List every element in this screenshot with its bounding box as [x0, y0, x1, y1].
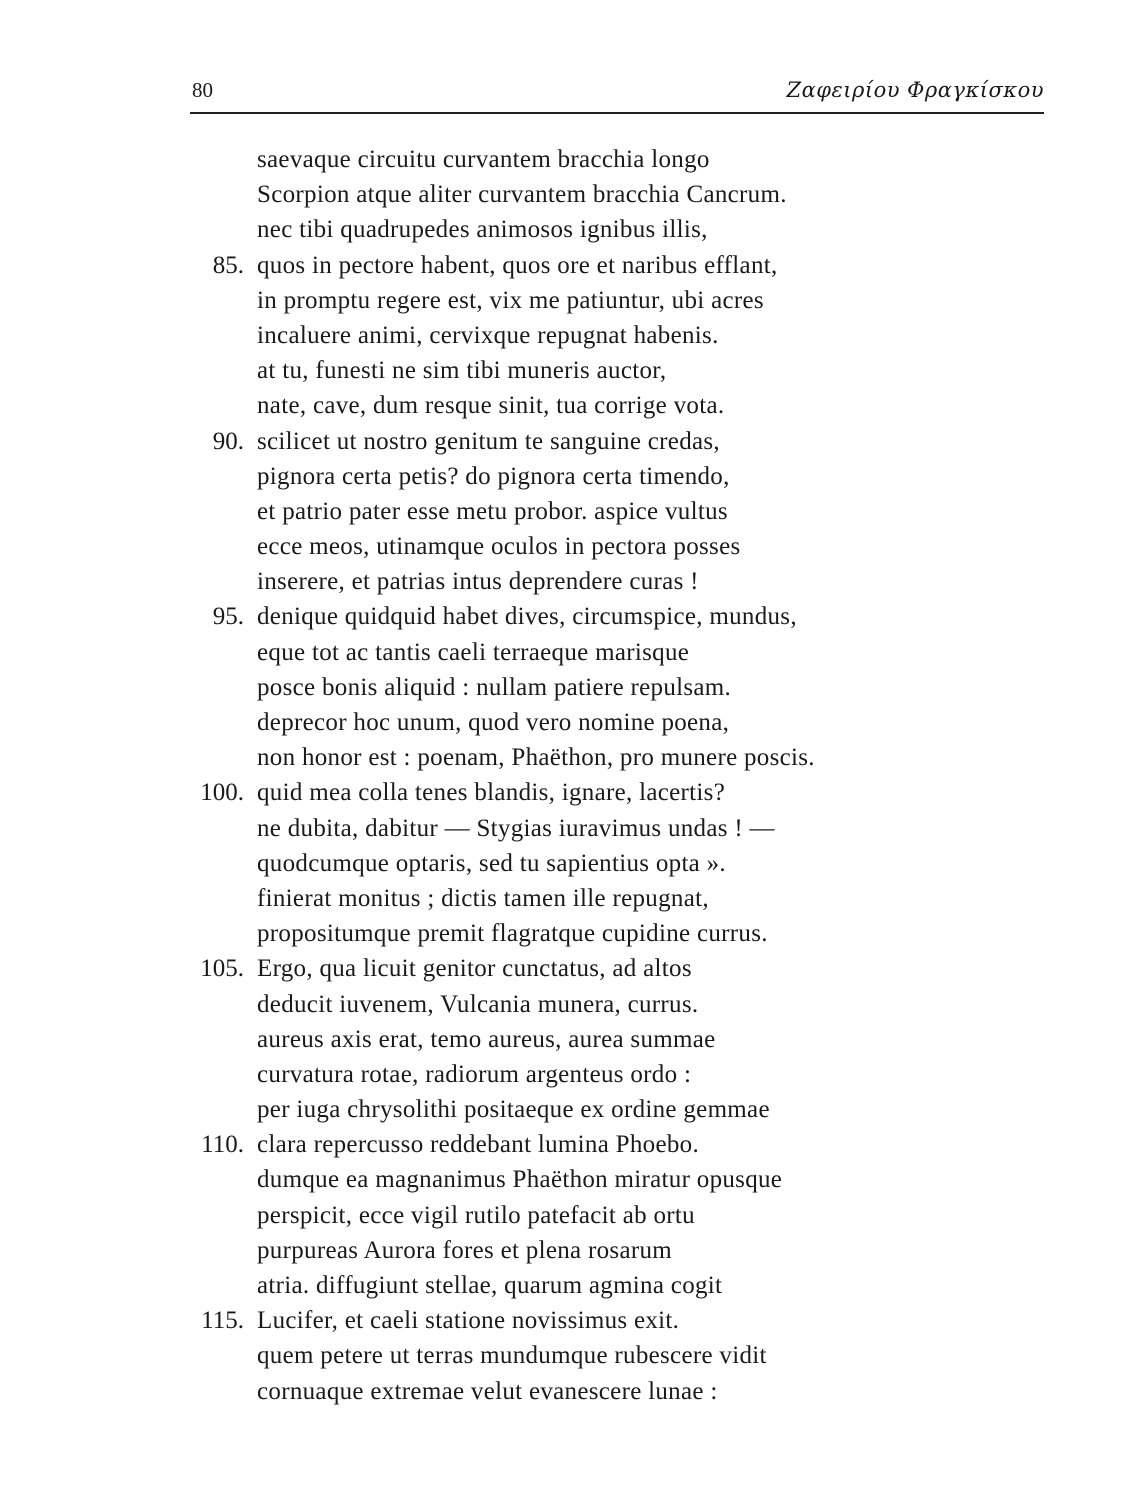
- verse-line: [0, 670, 1122, 705]
- verse-text: Lucifer, et caeli statione novissimus exit.: [257, 1307, 680, 1335]
- verse-line: [0, 353, 1122, 388]
- verse-text: quodcumque optaris, sed tu sapientius opta ».: [257, 849, 726, 877]
- verse-text: posce bonis aliquid : nullam patiere repulsam.: [257, 673, 732, 701]
- verse-line: [0, 212, 1122, 247]
- verse-text: ne dubita, dabitur — Stygias iuravimus undas ! —: [257, 814, 775, 842]
- verse-line: [0, 177, 1122, 212]
- verse-text: pignora certa petis? do pignora certa timendo,: [257, 462, 730, 490]
- verse-line: [0, 1338, 1122, 1373]
- verse-line: [0, 846, 1122, 881]
- verse-line: [0, 1092, 1122, 1127]
- verse-text: atria. diffugiunt stellae, quarum agmina cogit: [257, 1272, 723, 1299]
- verse-line: [0, 635, 1122, 670]
- verse-text: perspicit, ecce vigil rutilo patefacit ab ortu: [257, 1201, 695, 1229]
- line-number: 105.: [200, 955, 244, 983]
- verse-line: [0, 881, 1122, 916]
- verse-line: [0, 740, 1122, 775]
- verse-line: [0, 1198, 1122, 1233]
- verse-line: [0, 529, 1122, 564]
- verse-line: [0, 142, 1122, 177]
- verse-line: [0, 494, 1122, 529]
- verse-text: eque tot ac tantis caeli terraeque marisque: [257, 638, 690, 666]
- verse-line: [0, 811, 1122, 846]
- verse-line: [0, 318, 1122, 353]
- verse-line: [0, 283, 1122, 318]
- verse-text: quos in pectore habent, quos ore et naribus efflant,: [257, 251, 778, 279]
- verse-line: [0, 705, 1122, 740]
- verse-text: curvatura rotae, radiorum argenteus ordo :: [257, 1060, 692, 1088]
- verse-text: per iuga chrysolithi positaeque ex ordine gemmae: [257, 1096, 770, 1124]
- verse-line: [0, 459, 1122, 494]
- verse-text: denique quidquid habet dives, circumspice, mundus,: [257, 603, 797, 631]
- verse-line: [0, 388, 1122, 423]
- verse-line: [0, 1233, 1122, 1268]
- verse-line: [0, 951, 1122, 986]
- verse-line: [0, 1162, 1122, 1197]
- verse-text: aureus axis erat, temo aureus, aurea summae: [257, 1025, 716, 1053]
- verse-text: in promptu regere est, vix me patiuntur, ubi acres: [257, 286, 764, 314]
- verse-text: cornuaque extremae velut evanescere lunae :: [257, 1377, 718, 1405]
- verse-line: [0, 424, 1122, 459]
- verse-text: finierat monitus ; dictis tamen ille repugnat,: [257, 884, 709, 912]
- verse-line: [0, 1022, 1122, 1057]
- verse-line: [0, 987, 1122, 1022]
- running-head-author: Ζαφειρίου Φραγκίσκου: [786, 78, 1044, 102]
- verse-line: [0, 564, 1122, 599]
- verse-text: at tu, funesti ne sim tibi muneris auctor,: [257, 357, 667, 385]
- verse-line: [0, 599, 1122, 634]
- line-number: 110.: [201, 1131, 244, 1159]
- verse-text: deprecor hoc unum, quod vero nomine poena,: [257, 709, 730, 736]
- verse-text: nate, cave, dum resque sinit, tua corrige vota.: [257, 392, 725, 420]
- verse-text: deducit iuvenem, Vulcania munera, currus.: [257, 990, 699, 1018]
- line-number: 95.: [212, 603, 244, 631]
- verse-line: [0, 248, 1122, 283]
- line-number: 85.: [212, 251, 244, 279]
- verse-line: [0, 916, 1122, 951]
- verse-line: [0, 1127, 1122, 1162]
- verse-text: Scorpion atque aliter curvantem bracchia Cancrum.: [257, 181, 787, 209]
- verse-text: scilicet ut nostro genitum te sanguine credas,: [257, 427, 720, 455]
- verse-line: [0, 1374, 1122, 1409]
- verse-text: clara repercusso reddebant lumina Phoebo.: [257, 1131, 699, 1159]
- verse-text: dumque ea magnanimus Phaëthon miratur opusque: [257, 1166, 783, 1194]
- verse-text: incaluere animi, cervixque repugnat habenis.: [257, 321, 719, 349]
- verse-text: ecce meos, utinamque oculos in pectora posses: [257, 533, 741, 561]
- line-number: 100.: [200, 779, 244, 807]
- verse-text: purpureas Aurora fores et plena rosarum: [257, 1236, 673, 1264]
- verse-text: et patrio pater esse metu probor. aspice vultus: [257, 497, 728, 525]
- line-number: 115.: [201, 1307, 244, 1335]
- verse-text: quid mea colla tenes blandis, ignare, lacertis?: [257, 779, 726, 807]
- verse-text: non honor est : poenam, Phaëthon, pro munere poscis.: [257, 744, 815, 772]
- verse-text: inserere, et patrias intus deprendere curas !: [257, 568, 699, 596]
- verse-block: [0, 142, 1122, 1409]
- page-number: 80: [192, 78, 213, 102]
- verse-text: quem petere ut terras mundumque rubescere vidit: [257, 1342, 767, 1370]
- verse-text: nec tibi quadrupedes animosos ignibus illis,: [257, 216, 708, 244]
- verse-text: saevaque circuitu curvantem bracchia longo: [257, 146, 710, 173]
- page-header: [190, 76, 1044, 114]
- verse-line: [0, 1057, 1122, 1092]
- verse-line: [0, 1303, 1122, 1338]
- verse-line: [0, 775, 1122, 810]
- verse-text: propositumque premit flagratque cupidine currus.: [257, 920, 768, 948]
- verse-text: Ergo, qua licuit genitor cunctatus, ad altos: [257, 955, 692, 983]
- verse-line: [0, 1268, 1122, 1303]
- line-number: 90.: [212, 427, 244, 455]
